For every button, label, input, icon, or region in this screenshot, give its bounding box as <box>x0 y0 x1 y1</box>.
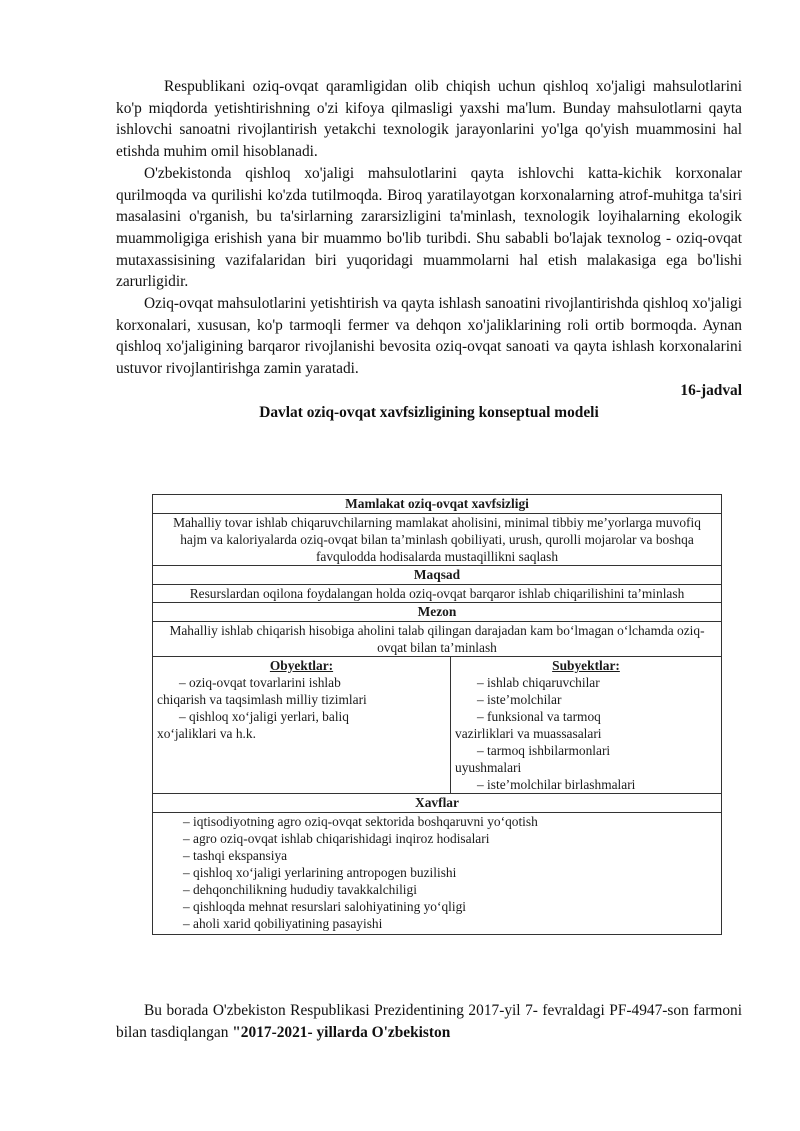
goal-text: Resurslardan oqilona foydalangan holda oziq-ovqat barqaror ishlab chiqarilishini ta’minlash <box>153 585 721 603</box>
threats-header: Xavflar <box>153 794 721 813</box>
paragraph-3: Oziq-ovqat mahsulotlarini yetishtirish va qayta ishlash sanoatini rivojlantirishda qishloq xo'jaligi korxonalari, xususan, ko'p tarmoqli fermer va dehqon xo'jaliklarining roli ortib bormoqda. Aynan qishloq xo'jaligining barqaror rivojlanishi bevosita oziq-ovqat sanoati va qayta ishlash korxonalarini ustuvor rivojlantirishga zamin yaratadi. <box>116 295 742 378</box>
objects-column <box>153 657 451 793</box>
objects-item: – oziq-ovqat tovarlarini ishlab <box>179 675 341 690</box>
conceptual-model-table <box>152 494 722 935</box>
subjects-item: – funksional va tarmoq <box>477 709 601 724</box>
objects-item: – qishloq xo‘jaligi yerlari, baliq <box>179 709 349 724</box>
criterion-header: Mezon <box>153 603 721 622</box>
threat-item: – qishloqda mehnat resurslari salohiyatining yo‘qligi <box>183 899 467 914</box>
threat-item: – qishloq xo‘jaligi yerlarining antropogen buzilishi <box>183 865 457 880</box>
objects-item: xo‘jaliklari va h.k. <box>157 726 256 741</box>
table-title: Davlat oziq-ovqat xavfsizligining konseptual modeli <box>259 403 599 421</box>
subjects-item: – tarmoq ishbilarmonlari <box>477 743 611 758</box>
threat-item: – agro oziq-ovqat ishlab chiqarishidagi inqiroz hodisalari <box>183 831 490 846</box>
subjects-item: uyushmalari <box>455 760 522 775</box>
threats-list <box>153 813 721 934</box>
document-body <box>116 76 742 424</box>
criterion-text: Mahalliy ishlab chiqarish hisobiga aholini talab qilingan darajadan kam bo‘lmagan o‘lchamda oziq-ovqat bilan ta’minlash <box>153 622 721 657</box>
table-number: 16-jadval <box>680 381 742 399</box>
closing-paragraph-wrap <box>116 1000 742 1043</box>
objects-subjects-row <box>153 657 721 794</box>
objects-header: Obyektlar: <box>269 658 334 673</box>
security-header: Mamlakat oziq-ovqat xavfsizligi <box>153 495 721 514</box>
threat-item: – tashqi ekspansiya <box>183 848 288 863</box>
threat-item: – aholi xarid qobiliyatining pasayishi <box>183 916 383 931</box>
paragraph-2: O'zbekistonda qishloq xo'jaligi mahsulotlarini qayta ishlovchi katta-kichik korxonalar qurilmoqda va qurilishi ko'zda tutilmoqda. Biroq yaratilayotgan korxonalarning atrof-muhitga ta'siri masalasini o'rganish, bu ta'sirlarning zararsizligini ta'minlash, texnologik loyihalarning ekologik muammoligiga erishish yana bir muammo bo'lib turibdi. Shu sababli bo'lajak texnolog - oziq-ovqat mutaxassisining vazifalaridan biri yuqoridagi muammolarni hal etish malakasiga ega bo'lishi zarurligidir. <box>116 164 742 291</box>
threat-item: – iqtisodiyotning agro oziq-ovqat sektorida boshqaruvni yo‘qotish <box>183 814 538 829</box>
paragraph-1: Respublikani oziq-ovqat qaramligidan olib chiqish uchun qishloq xo'jaligi mahsulotlarini ko'p miqdorda yetishtirishning o'zi kifoya qilmasligi yaxshi ma'lum. Bunday mahsulotlarni qayta ishlovchi sanoatni rivojlantirish yetakchi texnologik jarayonlarini yo'lga qo'yish muammosini hal etishda muhim omil hisoblanadi. <box>116 78 742 161</box>
objects-item: chiqarish va taqsimlash milliy tizimlari <box>157 692 367 707</box>
goal-header: Maqsad <box>153 566 721 585</box>
subjects-item: – iste’molchilar birlashmalari <box>477 777 636 792</box>
threat-item: – dehqonchilikning hududiy tavakkalchiligi <box>183 882 417 897</box>
security-text: Mahalliy tovar ishlab chiqaruvchilarning mamlakat aholisini, minimal tibbiy me’yorlarga muvofiq hajm va kaloriyalarda oziq-ovqat bilan ta’minlash qobiliyati, urush, qurolli mojarolar va boshqa favqulodda hodisalarda mustaqillikni saqlash <box>153 514 721 566</box>
subjects-item: – ishlab chiqaruvchilar <box>477 675 600 690</box>
subjects-item: – iste’molchilar <box>477 692 562 707</box>
closing-text: Bu borada O'zbekiston Respublikasi Prezidentining 2017-yil 7- fevraldagi PF-4947-son farmoni bilan tasdiqlangan <box>116 1002 742 1041</box>
subjects-column <box>451 657 721 793</box>
closing-bold-text: "2017-2021- yillarda O'zbekiston <box>232 1023 451 1041</box>
subjects-header: Subyektlar: <box>552 658 620 673</box>
subjects-item: vazirliklari va muassasalari <box>455 726 602 741</box>
closing-paragraph <box>116 1000 742 1043</box>
